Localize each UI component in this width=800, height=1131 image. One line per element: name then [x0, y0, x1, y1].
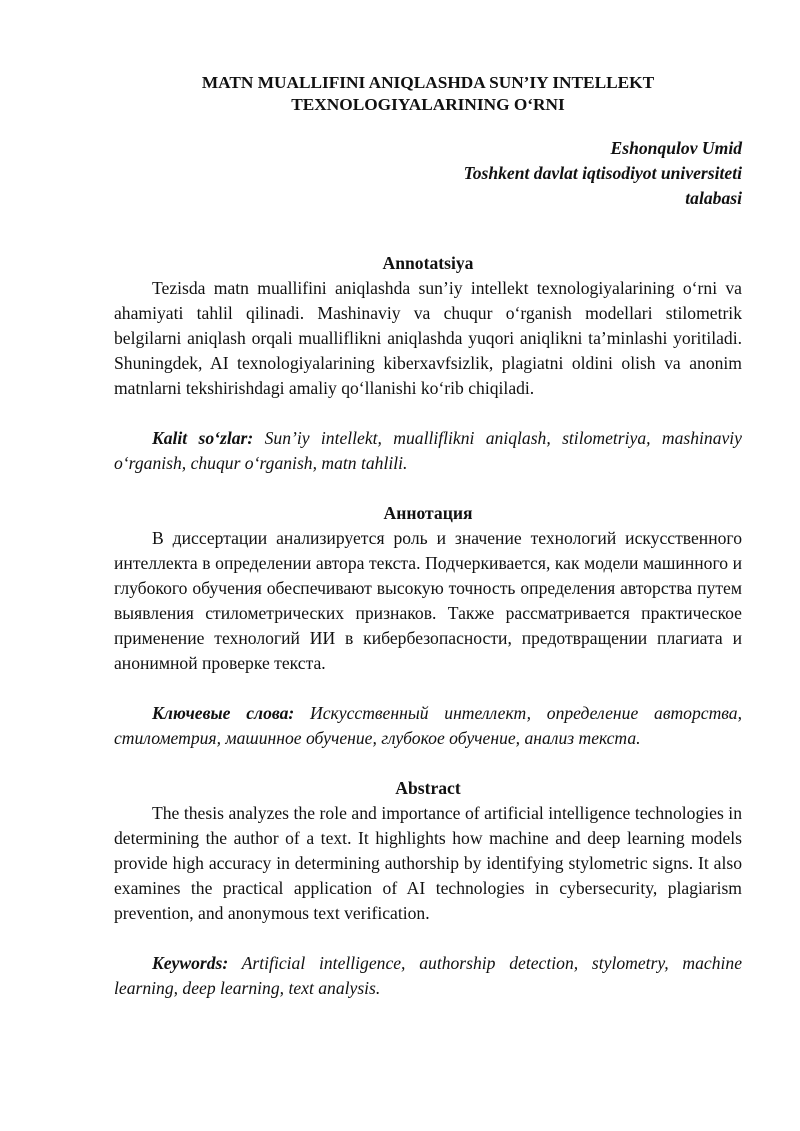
- uz-keywords-label: Kalit so‘zlar:: [152, 428, 254, 448]
- ru-keywords: [114, 701, 742, 751]
- title-line-2: TEXNOLOGIYALARINING O‘RNI: [291, 95, 565, 114]
- author-block: [114, 136, 742, 211]
- author-role: talabasi: [685, 188, 742, 208]
- en-keywords-text: Artificial intelligence, authorship detection, stylometry, machine learning, deep learning, text analysis.: [114, 953, 742, 998]
- paper-page: [114, 72, 742, 1001]
- uz-keywords: [114, 426, 742, 476]
- title-line-1: MATN MUALLIFINI ANIQLASHDA SUN’IY INTELLEKT: [201, 73, 655, 92]
- ru-keywords-text: Искусственный интеллект, определение авторства, стилометрия, машинное обучение, глубокое обучение, анализ текста.: [114, 703, 742, 748]
- paper-title: [114, 72, 742, 116]
- author-affiliation: Toshkent davlat iqtisodiyot universiteti: [463, 163, 742, 183]
- uz-abstract-text: Tezisda matn muallifini aniqlashda sun’iy intellekt texnologiyalarining o‘rni va ahamiyati tahlil qilinadi. Mashinaviy va chuqur o‘rganish modellari stilometrik belgilarni aniqlash orqali mualliflikni aniqlashda yuqori aniqlikni ta’minlashi yoritiladi. Shuningdek, AI texnologiyalarining kiberxavfsizlik, plagiatni oldini olish va anonim matnlarni tekshirishdagi amaliy qo‘llanishi ko‘rib chiqiladi.: [114, 278, 742, 398]
- uz-keywords-text: Sun’iy intellekt, mualliflikni aniqlash, stilometriya, mashinaviy o‘rganish, chuqur o‘rganish, matn tahlili.: [114, 428, 742, 473]
- en-abstract-heading: Abstract: [395, 778, 461, 798]
- author-name: Eshonqulov Umid: [610, 138, 742, 158]
- uz-abstract-heading: Annotatsiya: [382, 253, 474, 273]
- en-keywords: [114, 951, 742, 1001]
- ru-abstract-heading: Аннотация: [383, 503, 473, 523]
- ru-keywords-label: Ключевые слова:: [152, 703, 295, 723]
- en-keywords-label: Keywords:: [152, 953, 229, 973]
- en-abstract-text: The thesis analyzes the role and importance of artificial intelligence technologies in determining the author of a text. It highlights how machine and deep learning models provide high accuracy in determining authorship by identifying stylometric signs. It also examines the practical application of AI technologies in cybersecurity, plagiarism prevention, and anonymous text verification.: [114, 803, 742, 923]
- ru-abstract-text: В диссертации анализируется роль и значение технологий искусственного интеллекта в определении автора текста. Подчеркивается, как модели машинного и глубокого обучения обеспечивают высокую точность определения авторства путем выявления стилометрических признаков. Также рассматривается практическое применение технологий ИИ в кибербезопасности, предотвращении плагиата и анонимной проверке текста.: [114, 528, 742, 673]
